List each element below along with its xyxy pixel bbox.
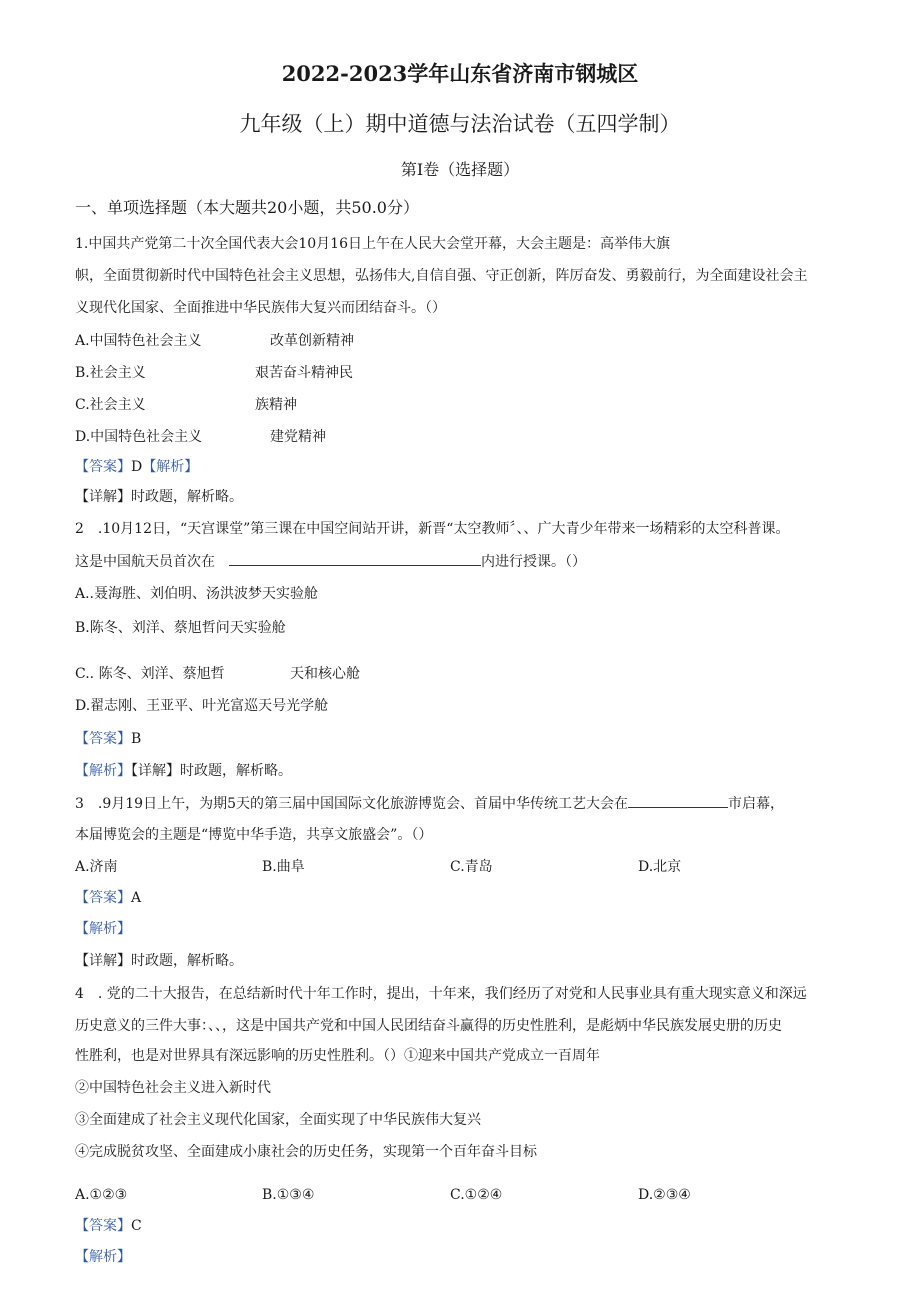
q3-analysis-tag: 【解析】 bbox=[75, 921, 131, 937]
q1-answer-line bbox=[75, 457, 198, 477]
answer-tag: 【答案】 bbox=[75, 731, 131, 747]
q1-option-d-text: 建党精神 bbox=[270, 429, 326, 445]
answer-value: D bbox=[131, 459, 143, 475]
q1-option-d: D.中国特色社会主义 bbox=[75, 429, 203, 445]
answer-value: C bbox=[131, 1218, 142, 1234]
q1-detail: 【详解】时政题，解析略。 bbox=[75, 489, 243, 505]
q4-option-a: A.①②③ bbox=[75, 1187, 128, 1203]
answer-tag: 【答案】 bbox=[75, 459, 131, 475]
answer-value: A bbox=[131, 890, 142, 906]
exam-title-line1: 2022-2023学年山东省济南市钢城区 bbox=[281, 61, 639, 86]
q2-option-b: B.陈冬、刘洋、蔡旭哲问天实验舱 bbox=[75, 620, 286, 636]
q4-answer-line bbox=[75, 1216, 142, 1236]
fill-in-blank bbox=[229, 551, 481, 566]
answer-tag: 【答案】 bbox=[75, 890, 131, 906]
q4-item-2: ②中国特色社会主义进入新时代 bbox=[75, 1080, 271, 1096]
q2-option-d: D.翟志刚、王亚平、叶光富巡天号光学舱 bbox=[75, 698, 329, 714]
q1-option-b-text: 艰苦奋斗精神民 bbox=[255, 365, 353, 381]
q2-detail: 【详解】时政题，解析略。 bbox=[131, 763, 292, 779]
q3-stem-line1 bbox=[75, 793, 784, 814]
analysis-tag: 【解析】 bbox=[75, 763, 131, 779]
q3-option-d: D.北京 bbox=[638, 859, 682, 875]
exam-title-line2: 九年级（上）期中道德与法治试卷（五四学制） bbox=[239, 112, 681, 136]
q3-option-c: C.青岛 bbox=[450, 859, 493, 875]
q2-option-a: A..聂海胜、刘伯明、汤洪波梦天实验舱 bbox=[75, 586, 319, 602]
q1-option-c-text: 族精神 bbox=[255, 397, 297, 413]
q4-stem-line1: 4 . 党的二十大报告，在总结新时代十年工作时，提出，十年来，我们经历了对党和人民事业具有重大现实意义和深远 bbox=[75, 986, 807, 1002]
q1-stem-line2: 帜，全面贯彻新时代中国特色社会主义思想，弘扬伟大,自信自强、守正创新，阵厉奋发、勇毅前行，为全面建设社会主 bbox=[75, 268, 808, 284]
section-title: 一、单项选择题（本大题共20小题，共50.0分） bbox=[75, 198, 419, 217]
q1-stem-line3: 义现代化国家、全面推进中华民族伟大复兴而团结奋斗。（） bbox=[75, 300, 446, 316]
q2-option-c: C.. 陈冬、刘洋、蔡旭哲 bbox=[75, 666, 225, 682]
q3-option-b: B.曲阜 bbox=[262, 859, 305, 875]
fill-in-blank bbox=[628, 793, 728, 808]
q3-option-a: A.济南 bbox=[75, 859, 118, 875]
q4-stem-line2: 历史意义的三件大事：、、，这是中国共产党和中国人民团结奋斗赢得的历史性胜利，是彪炳中华民族发展史册的历史 bbox=[75, 1018, 782, 1034]
q4-stem-line3: 性胜利，也是对世界具有深远影响的历史性胜利。（）①迎来中国共产党成立一百周年 bbox=[75, 1048, 600, 1064]
q2-stem-after-blank: 内进行授课。（） bbox=[481, 554, 586, 570]
q3-stem-after-blank: 市启幕， bbox=[727, 796, 784, 812]
q2-answer-line bbox=[75, 729, 141, 749]
q4-option-d: D.②③④ bbox=[638, 1187, 691, 1203]
q4-item-4: ④完成脱贫攻坚、全面建成小康社会的历史任务，实现第一个百年奋斗目标 bbox=[75, 1144, 537, 1160]
q1-option-a: A.中国特色社会主义 bbox=[75, 333, 202, 349]
analysis-tag: 【解析】 bbox=[142, 459, 199, 475]
q1-option-b: B.社会主义 bbox=[75, 365, 146, 381]
q4-option-c: C.①②④ bbox=[450, 1187, 503, 1203]
q2-option-c-text: 天和核心舱 bbox=[290, 666, 360, 682]
part-title: 第Ⅰ卷（选择题） bbox=[400, 160, 520, 179]
answer-tag: 【答案】 bbox=[75, 1218, 131, 1234]
q1-stem-line1: 1.中国共产党第二十次全国代表大会10月16日上午在人民大会堂开幕，大会主题是：高举伟大旗 bbox=[75, 236, 670, 252]
q2-stem-line1: 2 .10月12日，“天宫课堂”第三课在中国空间站开讲，新晋“太空教师〞、、广大青少年带来一场精彩的太空科普课。 bbox=[75, 521, 790, 537]
q2-stem-line2 bbox=[75, 551, 586, 572]
q4-item-3: ③全面建成了社会主义现代化国家，全面实现了中华民族伟大复兴 bbox=[75, 1112, 481, 1128]
q3-answer-line bbox=[75, 888, 141, 908]
q1-option-c: C.社会主义 bbox=[75, 397, 146, 413]
q2-stem-before-blank: 这是中国航天员首次在 bbox=[75, 554, 215, 570]
answer-value: B bbox=[131, 731, 142, 747]
q4-option-b: B.①③④ bbox=[262, 1187, 315, 1203]
q3-stem-line2: 本届博览会的主题是“博览中华手造，共享文旅盛会”。（） bbox=[75, 827, 433, 843]
q3-stem-before-blank: 3 .9月19日上午，为期5天的第三届中国国际文化旅游博览会、首届中华传统工艺大会在 bbox=[75, 796, 628, 812]
q1-option-a-text: 改革创新精神 bbox=[270, 333, 354, 349]
q2-analysis-line bbox=[75, 761, 292, 781]
q4-analysis-tag: 【解析】 bbox=[75, 1249, 131, 1265]
q3-detail: 【详解】时政题，解析略。 bbox=[75, 953, 243, 969]
